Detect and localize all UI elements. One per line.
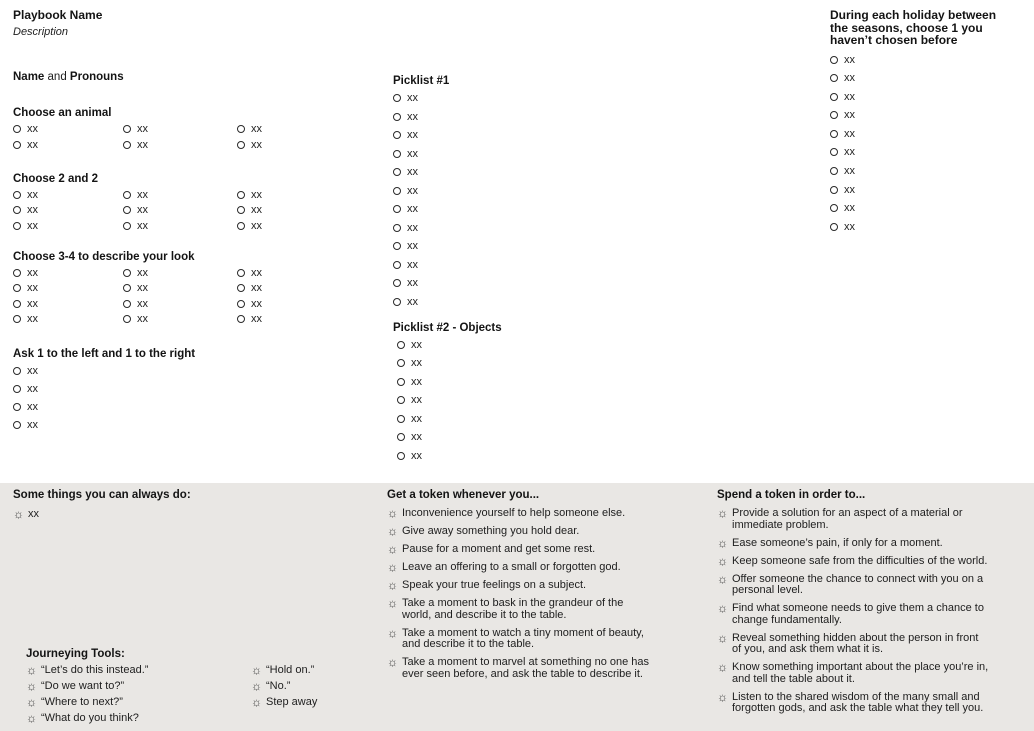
option-label: xx [27, 188, 38, 201]
radio-circle-icon [123, 300, 131, 308]
option-label: xx [137, 313, 148, 325]
option-label: xx [137, 204, 148, 216]
token-rule [387, 526, 652, 538]
get-token-heading: Get a token whenever you... [387, 489, 540, 501]
option-item[interactable] [237, 220, 348, 232]
rule-text: Find what someone needs to give them a chance to change fundamentally. [732, 602, 984, 626]
option-item[interactable] [123, 220, 237, 232]
holiday-options [830, 54, 1002, 233]
radio-circle-icon [237, 315, 245, 323]
radio-circle-icon [13, 191, 21, 199]
token-rule [717, 535, 989, 550]
option-label: xx [844, 146, 855, 159]
option-item[interactable] [123, 139, 237, 151]
option-label: xx [27, 282, 38, 294]
sun-bullet-icon: ☼ [251, 695, 262, 709]
option-label: xx [844, 53, 855, 66]
tool-text: “Hold on.” [266, 664, 315, 676]
sun-bullet-icon: ☼ [717, 535, 728, 550]
radio-circle-icon [13, 269, 21, 277]
picklist1-heading: Picklist #1 [393, 75, 450, 87]
rule-text: xx [28, 508, 39, 520]
sun-bullet-icon: ☼ [387, 578, 398, 592]
option-label: xx [407, 295, 418, 308]
option-label: xx [844, 127, 855, 140]
pronouns-label: Pronouns [69, 71, 124, 83]
option-item[interactable] [397, 394, 618, 406]
option-label: xx [137, 123, 148, 135]
picklist2-options [393, 339, 618, 462]
picklist1-options [393, 92, 618, 308]
sun-bullet-icon: ☼ [26, 679, 37, 693]
rule-text: Reveal something hidden about the person in front of you, and ask them what it is. [732, 631, 979, 655]
radio-circle-icon [393, 205, 401, 213]
option-label: xx [411, 431, 422, 443]
middle-column [393, 75, 618, 468]
radio-circle-icon [13, 141, 21, 149]
option-item[interactable] [13, 189, 123, 201]
option-item[interactable] [830, 165, 1002, 177]
option-label: xx [137, 138, 148, 151]
rule-text: Ease someone’s pain, if only for a moment. [732, 536, 943, 549]
radio-circle-icon [830, 167, 838, 175]
option-item[interactable] [830, 72, 1002, 84]
rule-text: Leave an offering to a small or forgotten god. [402, 561, 621, 573]
rule-text: Offer someone the chance to connect with you on a personal level. [732, 572, 984, 596]
sun-bullet-icon: ☼ [717, 601, 728, 615]
tool-text: “What do you think? [41, 712, 139, 724]
radio-circle-icon [123, 206, 131, 214]
option-label: xx [27, 383, 38, 395]
radio-circle-icon [397, 415, 405, 423]
sun-bullet-icon: ☼ [387, 560, 398, 574]
option-label: xx [407, 258, 418, 271]
option-label: xx [411, 449, 422, 462]
sun-bullet-icon: ☼ [717, 553, 728, 568]
radio-circle-icon [237, 222, 245, 230]
choose-look-heading: Choose 3-4 to describe your look [13, 250, 195, 263]
playbook-description: Description [13, 26, 69, 38]
option-label: xx [27, 365, 38, 377]
option-item[interactable] [393, 296, 618, 308]
sun-bullet-icon: ☼ [387, 655, 398, 669]
option-label: xx [27, 266, 38, 279]
option-item[interactable] [830, 221, 1002, 233]
radio-circle-icon [123, 191, 131, 199]
option-item[interactable] [13, 282, 123, 294]
radio-circle-icon [830, 93, 838, 101]
radio-circle-icon [830, 130, 838, 138]
option-label: xx [407, 203, 418, 215]
option-label: xx [251, 123, 262, 135]
option-label: xx [844, 165, 855, 178]
token-rule [717, 553, 989, 568]
spend-token-column [717, 489, 989, 721]
option-label: xx [411, 357, 422, 369]
radio-circle-icon [830, 148, 838, 156]
radio-circle-icon [13, 300, 21, 308]
option-label: xx [407, 110, 418, 123]
option-label: xx [251, 204, 262, 216]
radio-circle-icon [397, 452, 405, 460]
option-item[interactable] [13, 401, 348, 413]
option-item[interactable] [393, 240, 618, 252]
journeying-tools-right-list [251, 662, 369, 726]
option-item[interactable] [393, 92, 618, 104]
option-item[interactable] [13, 267, 123, 279]
option-item[interactable] [397, 413, 618, 425]
option-label: xx [844, 220, 855, 233]
choose-look-options [13, 267, 348, 326]
option-item[interactable] [393, 277, 618, 289]
rule-text: Listen to the shared wisdom of the many small and forgotten gods, and ask the table what they tell you. [732, 690, 984, 714]
option-label: xx [407, 184, 418, 197]
rule-text: Take a moment to bask in the grandeur of the world, and describe it to the table. [402, 597, 624, 621]
option-item[interactable] [397, 376, 618, 388]
radio-circle-icon [13, 403, 21, 411]
option-label: xx [137, 188, 148, 201]
token-rule [717, 571, 989, 597]
option-label: xx [137, 297, 148, 310]
sun-bullet-icon: ☼ [26, 663, 37, 677]
journeying-tool [26, 710, 251, 726]
get-token-list [387, 508, 652, 680]
always-do-items [13, 509, 353, 521]
option-item[interactable] [393, 129, 618, 141]
option-label: xx [27, 419, 38, 431]
token-rule [387, 544, 652, 556]
sun-bullet-icon: ☼ [717, 660, 728, 674]
option-item[interactable] [393, 148, 618, 160]
option-item[interactable] [123, 282, 237, 294]
option-item[interactable] [123, 204, 237, 216]
option-item[interactable] [13, 139, 123, 151]
option-item[interactable] [123, 189, 237, 201]
radio-circle-icon [397, 378, 405, 386]
rules-footer [0, 483, 1034, 731]
tool-text: Step away [266, 696, 318, 708]
option-item[interactable] [237, 298, 348, 310]
radio-circle-icon [237, 125, 245, 133]
ask-left-right-options [13, 365, 348, 431]
option-label: xx [411, 394, 422, 406]
option-label: xx [27, 219, 38, 232]
option-item[interactable] [397, 431, 618, 443]
option-item[interactable] [13, 419, 348, 431]
option-label: xx [137, 266, 148, 279]
option-label: xx [27, 401, 38, 413]
rule-text: Speak your true feelings on a subject. [402, 579, 587, 591]
rule-text: Provide a solution for an aspect of a material or immediate problem. [732, 507, 963, 531]
journeying-tools-left-list [26, 662, 251, 726]
option-label: xx [27, 138, 38, 151]
rule-text: Give away something you hold dear. [402, 525, 580, 537]
option-item[interactable] [13, 383, 348, 395]
option-label: xx [137, 282, 148, 294]
radio-circle-icon [393, 187, 401, 195]
option-item[interactable] [393, 111, 618, 123]
radio-circle-icon [393, 168, 401, 176]
token-rule [387, 562, 652, 574]
radio-circle-icon [830, 111, 838, 119]
journeying-tool [26, 662, 251, 678]
option-label: xx [407, 92, 418, 104]
choose-2-and-2-options [13, 189, 348, 232]
always-do-column [13, 489, 353, 725]
option-item[interactable] [397, 357, 618, 369]
option-item[interactable] [830, 184, 1002, 196]
radio-circle-icon [13, 206, 21, 214]
option-label: xx [251, 297, 262, 310]
radio-circle-icon [13, 367, 21, 375]
radio-circle-icon [13, 421, 21, 429]
radio-circle-icon [13, 125, 21, 133]
option-label: xx [411, 338, 422, 351]
option-label: xx [251, 188, 262, 201]
radio-circle-icon [123, 269, 131, 277]
radio-circle-icon [393, 224, 401, 232]
sun-bullet-icon: ☼ [251, 679, 262, 693]
sun-bullet-icon: ☼ [717, 571, 728, 586]
option-label: xx [844, 90, 855, 103]
holiday-column [830, 9, 1002, 239]
radio-circle-icon [13, 284, 21, 292]
option-label: xx [411, 375, 422, 388]
spend-token-heading: Spend a token in order to... [717, 489, 866, 501]
option-label: xx [137, 219, 148, 232]
radio-circle-icon [123, 125, 131, 133]
radio-circle-icon [237, 191, 245, 199]
option-label: xx [844, 109, 855, 122]
option-label: xx [844, 72, 855, 85]
always-do-heading: Some things you can always do: [13, 489, 191, 501]
option-item[interactable] [123, 298, 237, 310]
journeying-tool [26, 694, 251, 710]
sun-bullet-icon: ☼ [387, 506, 398, 520]
option-item[interactable] [13, 204, 123, 216]
rule-text: Keep someone safe from the difficulties of the world. [732, 554, 988, 567]
option-item[interactable] [397, 339, 618, 351]
option-item[interactable] [237, 313, 348, 325]
radio-circle-icon [393, 94, 401, 102]
option-item[interactable] [13, 123, 123, 135]
radio-circle-icon [393, 261, 401, 269]
option-item[interactable] [237, 189, 348, 201]
radio-circle-icon [123, 315, 131, 323]
option-item[interactable] [397, 450, 618, 462]
radio-circle-icon [393, 279, 401, 287]
sun-bullet-icon: ☼ [387, 524, 398, 538]
sun-bullet-icon: ☼ [717, 689, 728, 704]
option-item[interactable] [13, 365, 348, 377]
sun-bullet-icon: ☼ [717, 506, 728, 520]
option-item[interactable] [830, 109, 1002, 121]
option-label: xx [407, 129, 418, 141]
radio-circle-icon [397, 433, 405, 441]
radio-circle-icon [237, 141, 245, 149]
radio-circle-icon [237, 284, 245, 292]
sun-bullet-icon: ☼ [26, 711, 37, 725]
token-rule [717, 662, 989, 685]
option-item[interactable] [830, 54, 1002, 66]
radio-circle-icon [397, 341, 405, 349]
token-rule [717, 689, 989, 715]
option-item[interactable] [830, 202, 1002, 214]
option-item[interactable] [237, 282, 348, 294]
token-rule [717, 508, 989, 531]
and-label: and [47, 71, 67, 83]
option-item[interactable] [237, 123, 348, 135]
get-token-column [387, 489, 652, 687]
option-label: xx [844, 183, 855, 196]
name-pronouns-heading [13, 71, 348, 84]
radio-circle-icon [237, 300, 245, 308]
option-item[interactable] [393, 203, 618, 215]
option-item[interactable] [123, 267, 237, 279]
option-label: xx [251, 313, 262, 325]
rule-text: Pause for a moment and get some rest. [402, 543, 596, 555]
tool-text: “Where to next?” [41, 696, 123, 708]
option-label: xx [27, 313, 38, 325]
choose-animal-heading: Choose an animal [13, 107, 112, 119]
option-label: xx [27, 297, 38, 310]
option-label: xx [407, 166, 418, 178]
radio-circle-icon [397, 359, 405, 367]
option-item[interactable] [13, 220, 123, 232]
sun-bullet-icon: ☼ [251, 663, 262, 677]
token-rule [717, 603, 989, 626]
journeying-tool [26, 678, 251, 694]
token-rule [387, 580, 652, 592]
sun-bullet-icon: ☼ [387, 625, 398, 640]
radio-circle-icon [393, 150, 401, 158]
option-item[interactable] [830, 128, 1002, 140]
rule-text: Know something important about the place you’re in, and tell the table about it. [732, 661, 989, 685]
radio-circle-icon [237, 269, 245, 277]
option-label: xx [251, 219, 262, 232]
radio-circle-icon [393, 131, 401, 139]
rule-text: Take a moment to marvel at something no one has ever seen before, and ask the table to describe it. [402, 656, 650, 680]
sun-bullet-icon: ☼ [387, 596, 398, 610]
option-label: xx [251, 282, 262, 294]
option-item[interactable] [13, 313, 123, 325]
playbook-name-title: Playbook Name [13, 8, 103, 22]
option-label: xx [407, 221, 418, 234]
radio-circle-icon [830, 56, 838, 64]
radio-circle-icon [830, 74, 838, 82]
holiday-heading: During each holiday between the seasons, choose 1 you haven’t chosen before [830, 8, 997, 47]
radio-circle-icon [123, 284, 131, 292]
option-label: xx [251, 138, 262, 151]
option-label: xx [27, 123, 38, 135]
option-label: xx [844, 202, 855, 215]
option-item[interactable] [393, 222, 618, 234]
journeying-tools-section [26, 648, 371, 726]
option-label: xx [407, 277, 418, 289]
radio-circle-icon [397, 396, 405, 404]
radio-circle-icon [237, 206, 245, 214]
radio-circle-icon [123, 141, 131, 149]
option-item[interactable] [393, 185, 618, 197]
option-item[interactable] [123, 313, 237, 325]
option-item[interactable] [393, 166, 618, 178]
option-item[interactable] [830, 146, 1002, 158]
option-label: xx [407, 147, 418, 160]
radio-circle-icon [13, 222, 21, 230]
radio-circle-icon [393, 113, 401, 121]
radio-circle-icon [830, 204, 838, 212]
journeying-tool [251, 678, 369, 694]
left-column [13, 8, 348, 437]
picklist2-heading: Picklist #2 - Objects [393, 321, 502, 334]
token-rule [717, 630, 989, 656]
journeying-tools-heading: Journeying Tools: [26, 648, 125, 660]
sun-bullet-icon: ☼ [13, 507, 24, 521]
ask-left-right-heading: Ask 1 to the left and 1 to the right [13, 348, 196, 360]
rule-text: Take a moment to watch a tiny moment of beauty, and describe it to the table. [402, 626, 644, 650]
rule-text: Inconvenience yourself to help someone else. [402, 507, 626, 519]
sun-bullet-icon: ☼ [717, 630, 728, 645]
option-item[interactable] [13, 298, 123, 310]
radio-circle-icon [13, 315, 21, 323]
always-do-rule [13, 509, 353, 521]
token-rule [387, 625, 652, 651]
radio-circle-icon [123, 222, 131, 230]
radio-circle-icon [13, 385, 21, 393]
option-label: xx [407, 240, 418, 252]
token-rule [387, 508, 652, 520]
choose-animal-options [13, 123, 348, 151]
radio-circle-icon [830, 223, 838, 231]
spend-token-list [717, 508, 989, 715]
option-item[interactable] [123, 123, 237, 135]
journeying-tool [251, 694, 369, 710]
option-label: xx [411, 412, 422, 425]
name-label: Name [13, 71, 45, 83]
option-label: xx [27, 204, 38, 216]
journeying-tool [251, 662, 369, 678]
option-label: xx [251, 266, 262, 279]
choose-2-and-2-heading: Choose 2 and 2 [13, 172, 98, 185]
option-item[interactable] [237, 139, 348, 151]
radio-circle-icon [830, 186, 838, 194]
option-item[interactable] [237, 204, 348, 216]
sun-bullet-icon: ☼ [26, 695, 37, 709]
token-rule [387, 598, 652, 621]
option-item[interactable] [237, 267, 348, 279]
tool-text: “Do we want to?” [41, 680, 125, 692]
option-item[interactable] [830, 91, 1002, 103]
token-rule [387, 657, 652, 680]
sun-bullet-icon: ☼ [387, 542, 398, 556]
tool-text: “Let’s do this instead.” [41, 664, 149, 676]
tool-text: “No.” [266, 680, 291, 692]
radio-circle-icon [393, 242, 401, 250]
radio-circle-icon [393, 298, 401, 306]
option-item[interactable] [393, 259, 618, 271]
